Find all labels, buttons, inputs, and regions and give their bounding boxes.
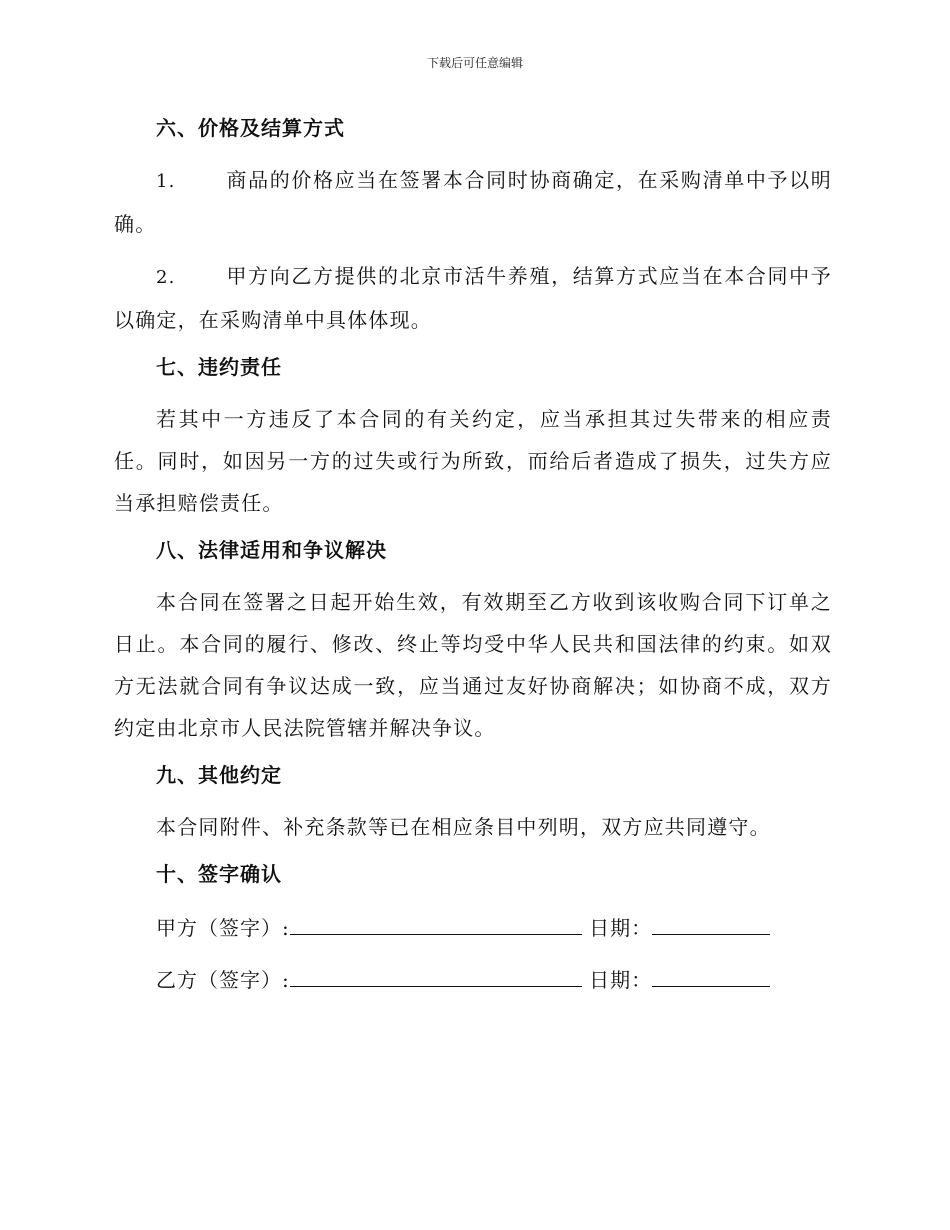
- party-b-signature-field[interactable]: [290, 962, 582, 987]
- date-label: 日期：: [589, 916, 653, 940]
- section-heading-liability: 七、违约责任: [156, 355, 282, 379]
- section-heading-signature: 十、签字确认: [156, 862, 282, 886]
- section-heading-price: 六、价格及结算方式: [156, 116, 345, 140]
- section-heading-law: 八、法律适用和争议解决: [156, 538, 387, 562]
- party-a-signature-field[interactable]: [290, 910, 582, 935]
- clause-price-1: [114, 159, 832, 245]
- date-label: 日期：: [589, 968, 653, 992]
- signature-line-party-a: [114, 910, 832, 942]
- document-body: [114, 112, 832, 994]
- clause-text: 甲方向乙方提供的北京市活牛养殖，结算方式应当在本合同中予以确定，在采购清单中具体体现。: [114, 264, 832, 332]
- clause-price-2: [114, 255, 832, 341]
- signature-line-party-b: [114, 962, 832, 994]
- clause-text: 商品的价格应当在签署本合同时协商确定，在采购清单中予以明确。: [114, 168, 832, 236]
- clause-liability: 若其中一方违反了本合同的有关约定，应当承担其过失带来的相应责任。同时，如因另一方的过失或行为所致，而给后者造成了损失，过失方应当承担赔偿责任。: [114, 407, 832, 515]
- clause-other: 本合同附件、补充条款等已在相应条目中列明，双方应共同遵守。: [156, 815, 771, 839]
- party-b-date-field[interactable]: [652, 962, 770, 987]
- page-header: 下载后可任意编辑: [426, 56, 523, 70]
- section-heading-other: 九、其他约定: [156, 763, 282, 787]
- clause-number: 2.: [156, 267, 176, 288]
- party-a-date-field[interactable]: [652, 910, 770, 935]
- clause-law: 本合同在签署之日起开始生效，有效期至乙方收到该收购合同下订单之日止。本合同的履行、修改、终止等均受中华人民共和国法律的约束。如双方无法就合同有争议达成一致，应当通过友好协商解决；如协商不成，双方约定由北京市人民法院管辖并解决争议。: [114, 590, 832, 740]
- clause-number: 1.: [156, 171, 176, 192]
- party-a-label: 甲方（签字）:: [156, 916, 290, 940]
- party-b-label: 乙方（签字）:: [156, 968, 290, 992]
